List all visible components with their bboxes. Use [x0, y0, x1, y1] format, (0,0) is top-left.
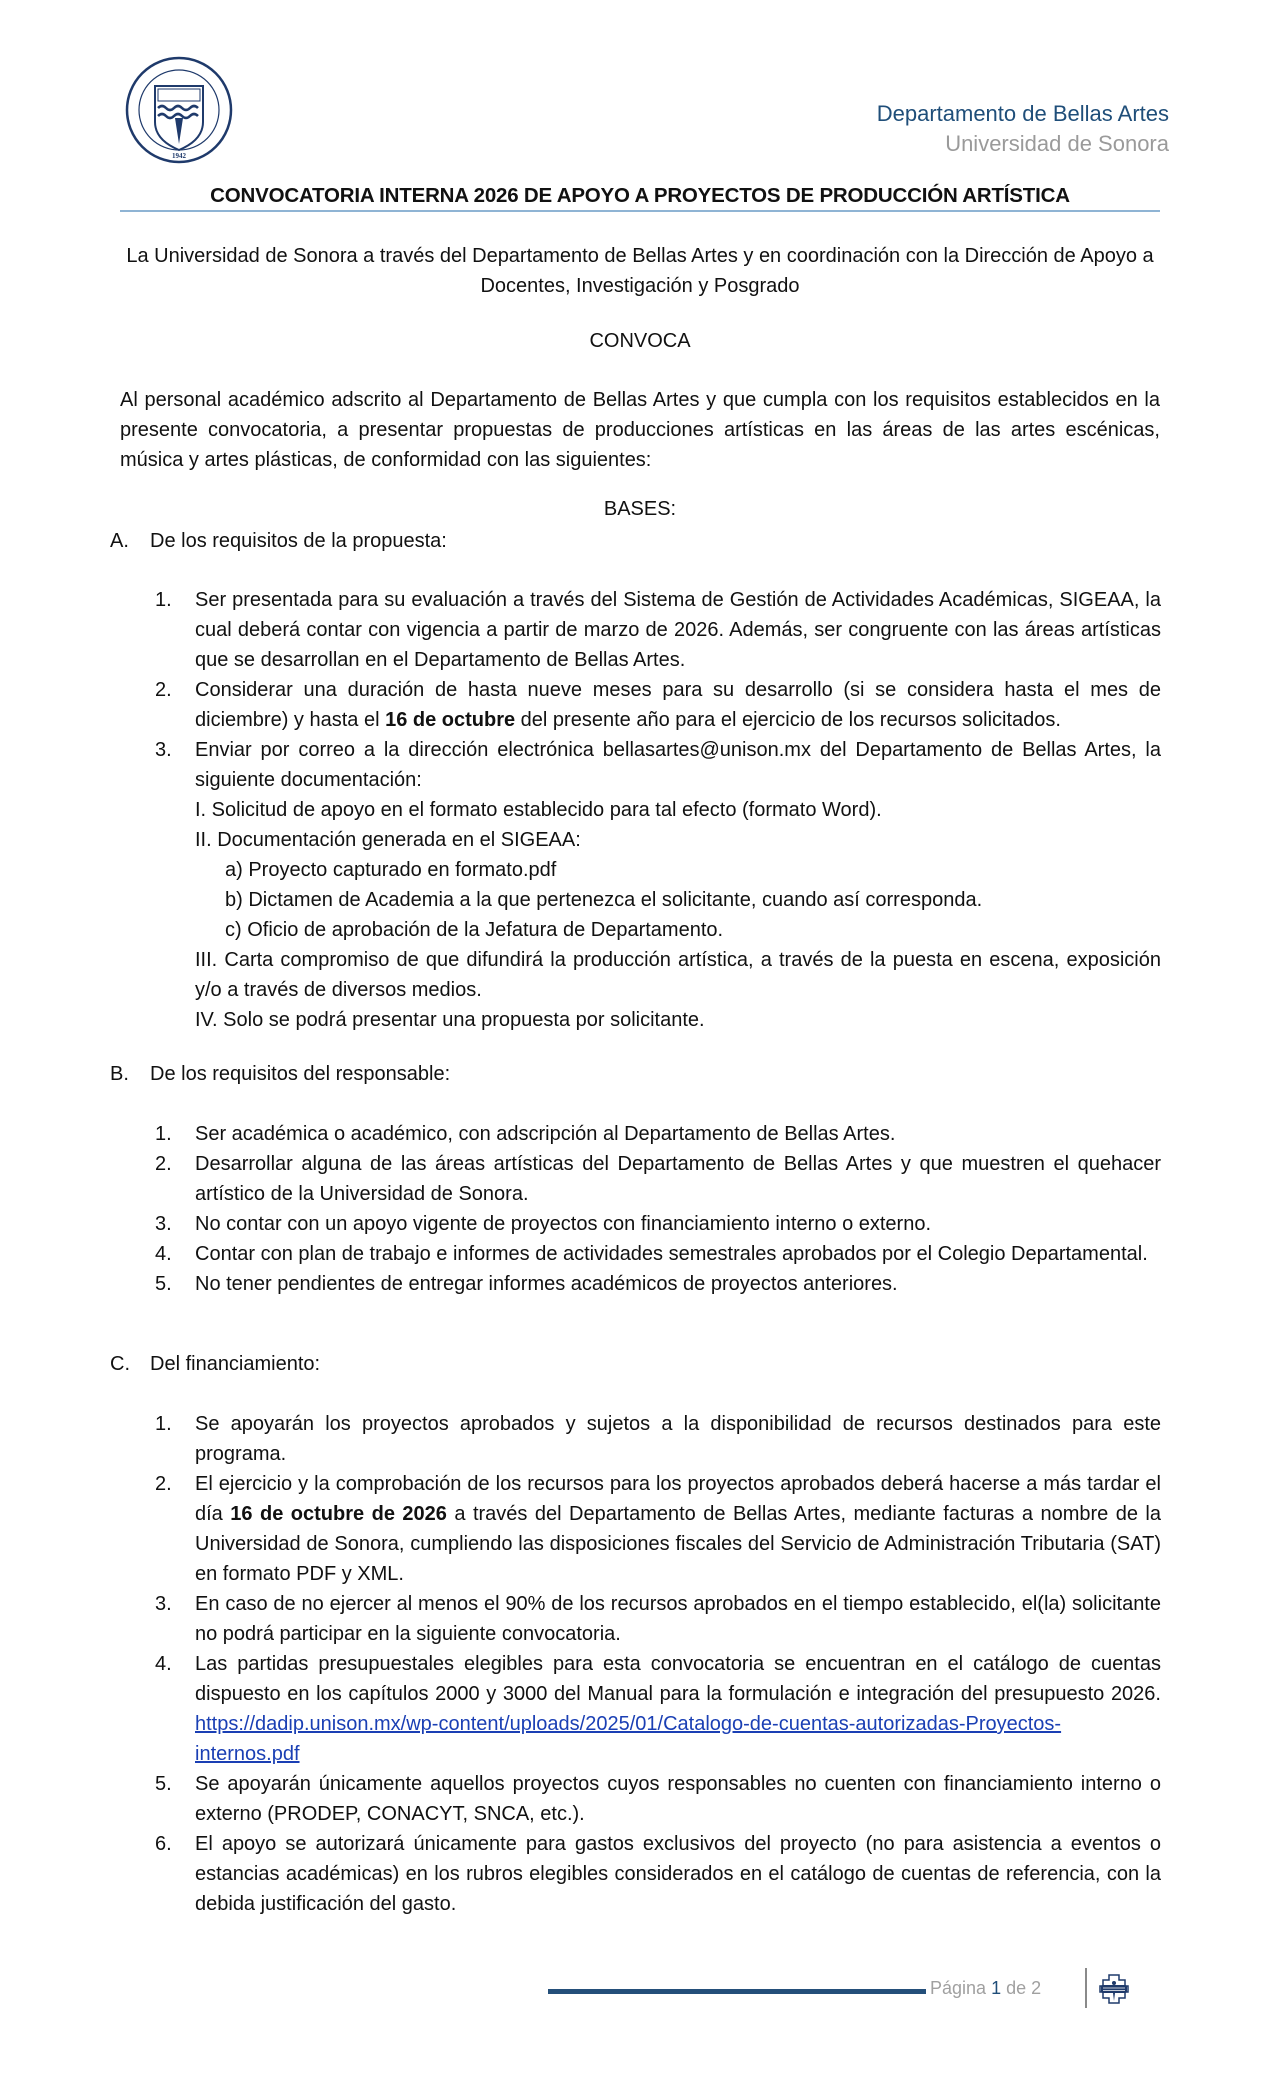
- sub-item: I. Solicitud de apoyo en el formato establecido para tal efecto (formato Word).: [195, 799, 882, 821]
- intro-paragraph: Al personal académico adscrito al Departamento de Bellas Artes y que cumpla con los requisitos establecidos en la presente convocatoria, a presentar propuestas de producciones artísticas en las áreas de las artes escénicas, música y artes plásticas, de conformidad con las siguientes:: [120, 389, 1160, 471]
- list-item: 6. El apoyo se autorizará únicamente para gastos exclusivos del proyecto (no para asistencia a eventos o estancias académicas) en los rubros elegibles considerados en el catálogo de cuentas de referencia, con la debida justificación del gasto.: [155, 1833, 1161, 1915]
- convoca-heading: CONVOCA: [589, 330, 691, 352]
- current-page: 1: [991, 1978, 1002, 1998]
- catalog-link[interactable]: https://dadip.unison.mx/wp-content/uploads/2025/01/Catalogo-de-cuentas-autorizadas-Proyectos-internos.pdf: [195, 1713, 1062, 1765]
- document-title: CONVOCATORIA INTERNA 2026 DE APOYO A PROYECTOS DE PRODUCCIÓN ARTÍSTICA: [210, 184, 1070, 207]
- list-item: 5. Se apoyarán únicamente aquellos proyectos cuyos responsables no cuenten con financiamiento interno o externo (PRODEP, CONACYT, SNCA, etc.).: [155, 1773, 1161, 1825]
- list-item: 3. Enviar por correo a la dirección electrónica bellasartes@unison.mx del Departamento de Bellas Artes, la siguiente documentación:: [155, 739, 1161, 791]
- list-item: 1. Ser académica o académico, con adscripción al Departamento de Bellas Artes.: [155, 1123, 896, 1145]
- section-a-sublist: [155, 795, 1161, 1035]
- sub-item: a) Proyecto capturado en formato.pdf: [225, 859, 557, 881]
- svg-text:1942: 1942: [172, 152, 186, 160]
- footer-separator: [1085, 1968, 1087, 2008]
- sub-item: IV. Solo se podrá presentar una propuesta por solicitante.: [195, 1009, 705, 1031]
- page-indicator: Página 1 de 2: [930, 1978, 1042, 1998]
- title-divider: [120, 210, 1160, 212]
- university-seal-icon: [125, 56, 233, 164]
- section-b-list: [155, 1119, 1161, 1299]
- list-item: 4. Contar con plan de trabajo e informes de actividades semestrales aprobados por el Colegio Departamental.: [155, 1243, 1148, 1265]
- total-pages: 2: [1031, 1978, 1042, 1998]
- footer-bar: [548, 1989, 926, 1994]
- list-item: 2. Considerar una duración de hasta nueve meses para su desarrollo (si se considera hasta el mes de diciembre) y hasta el 16 de octubre del presente año para el ejercicio de los recursos solicitados.: [155, 679, 1161, 731]
- list-item: 3. No contar con un apoyo vigente de proyectos con financiamiento interno o externo.: [155, 1213, 932, 1235]
- list-item: 1. Se apoyarán los proyectos aprobados y sujetos a la disponibilidad de recursos destinados para este programa.: [155, 1413, 1161, 1465]
- sub-item: III. Carta compromiso de que difundirá la producción artística, a través de la puesta en escena, exposición y/o a través de diversos medios.: [195, 949, 1161, 1001]
- header-university: Universidad de Sonora: [945, 131, 1169, 156]
- section-c-list: [155, 1409, 1161, 1919]
- section-c-heading: C. Del financiamiento:: [110, 1353, 321, 1375]
- sub-item: c) Oficio de aprobación de la Jefatura de Departamento.: [225, 919, 724, 941]
- list-item: 3. En caso de no ejercer al menos el 90% de los recursos aprobados en el tiempo establecido, el(la) solicitante no podrá participar en la siguiente convocatoria.: [155, 1593, 1161, 1645]
- list-item: 2. Desarrollar alguna de las áreas artísticas del Departamento de Bellas Artes y que muestren el quehacer artístico de la Universidad de Sonora.: [155, 1153, 1161, 1205]
- section-a-heading: A. De los requisitos de la propuesta:: [110, 530, 447, 552]
- list-item: 4. Las partidas presupuestales elegibles para esta convocatoria se encuentran en el catálogo de cuentas dispuesto en los capítulos 2000 y 3000 del Manual para la formulación e integración del presupuesto 2026. https://dadip.unison.mx/wp-content/uploads/2025/01/Catalogo-de-cuentas-autorizadas-Proyectos-internos.pdf: [155, 1653, 1161, 1765]
- list-item: 1. Ser presentada para su evaluación a través del Sistema de Gestión de Actividades Académicas, SIGEAA, la cual deberá contar con vigencia a partir de marzo de 2026. Además, ser congruente con las áreas artísticas que se desarrollan en el Departamento de Bellas Artes.: [155, 589, 1161, 671]
- section-a-list: [155, 585, 1161, 795]
- intro-text: La Universidad de Sonora a través del Departamento de Bellas Artes y en coordinación con la Dirección de Apoyo a Docentes, Investigación y Posgrado: [126, 245, 1154, 297]
- section-b-heading: B. De los requisitos del responsable:: [110, 1063, 451, 1085]
- university-emblem-icon: [1097, 1972, 1131, 2006]
- list-item: 5. No tener pendientes de entregar informes académicos de proyectos anteriores.: [155, 1273, 898, 1295]
- sub-item: II. Documentación generada en el SIGEAA:: [195, 829, 581, 851]
- sub-item: b) Dictamen de Academia a la que pertenezca el solicitante, cuando así corresponda.: [225, 889, 983, 911]
- bases-heading: BASES:: [603, 498, 677, 520]
- list-item: 2. El ejercicio y la comprobación de los recursos para los proyectos aprobados deberá hacerse a más tardar el día 16 de octubre de 2026 a través del Departamento de Bellas Artes, mediante facturas a nombre de la Universidad de Sonora, cumpliendo las disposiciones fiscales del Servicio de Administración Tributaria (SAT) en formato PDF y XML.: [155, 1473, 1162, 1585]
- header-department: Departamento de Bellas Artes: [876, 101, 1169, 126]
